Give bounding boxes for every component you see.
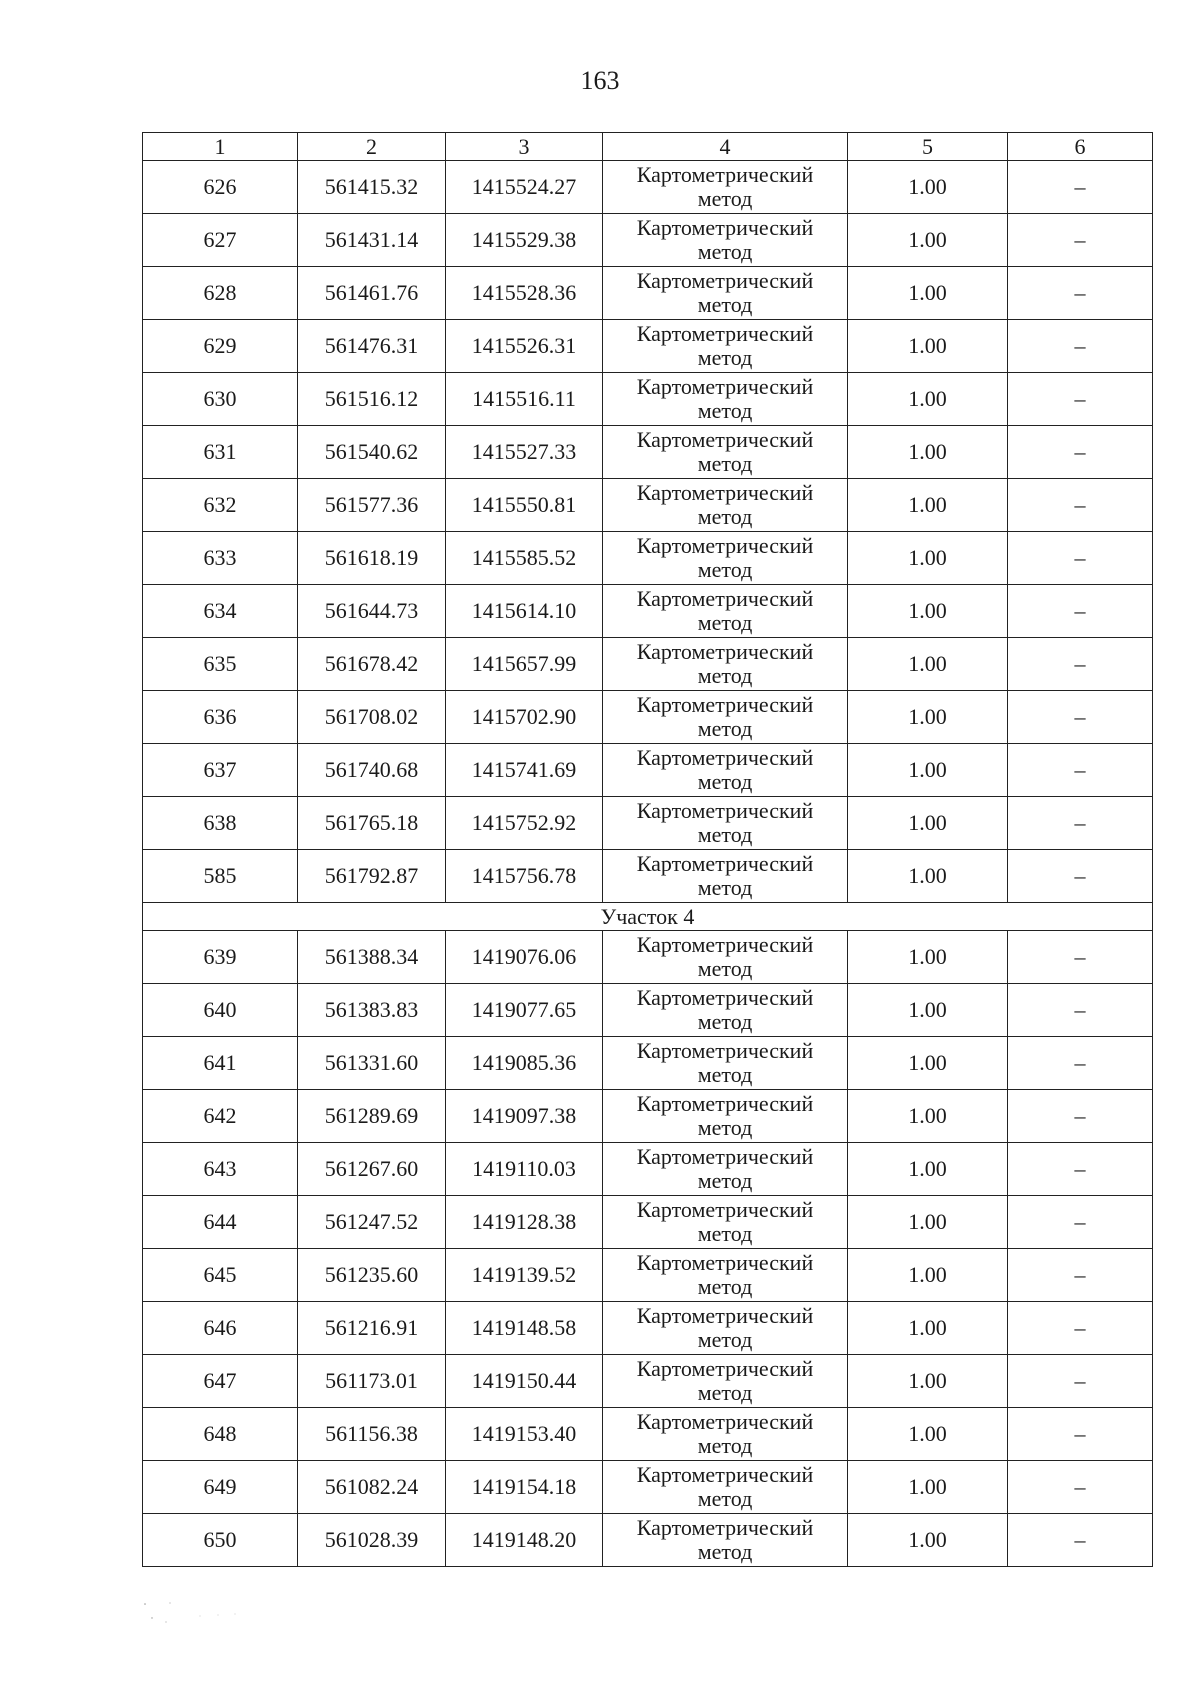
point-number: 643	[143, 1143, 298, 1196]
table-row	[143, 1196, 1153, 1249]
method-cell	[603, 744, 848, 797]
method-cell	[603, 532, 848, 585]
method-line-1: Картометрический	[636, 745, 814, 770]
table-row	[143, 1249, 1153, 1302]
method-cell	[603, 1355, 848, 1408]
note: –	[1008, 1249, 1153, 1302]
table-row	[143, 161, 1153, 214]
method-line-2: метод	[697, 716, 753, 741]
method-cell	[603, 850, 848, 903]
coord-x: 561540.62	[298, 426, 446, 479]
point-number: 631	[143, 426, 298, 479]
header-row	[143, 133, 1153, 161]
coord-y: 1419077.65	[446, 984, 603, 1037]
accuracy: 1.00	[848, 161, 1008, 214]
coord-y: 1419154.18	[446, 1461, 603, 1514]
table-row	[143, 1355, 1153, 1408]
point-number: 632	[143, 479, 298, 532]
note: –	[1008, 691, 1153, 744]
accuracy: 1.00	[848, 532, 1008, 585]
note: –	[1008, 161, 1153, 214]
coord-x: 561765.18	[298, 797, 446, 850]
note: –	[1008, 532, 1153, 585]
point-number: 636	[143, 691, 298, 744]
coord-y: 1415756.78	[446, 850, 603, 903]
section-title: Участок 4	[143, 903, 1153, 931]
coord-y: 1415526.31	[446, 320, 603, 373]
method-line-2: метод	[697, 875, 753, 900]
table-row	[143, 984, 1153, 1037]
point-number: 647	[143, 1355, 298, 1408]
accuracy: 1.00	[848, 320, 1008, 373]
method-line-1: Картометрический	[636, 1038, 814, 1063]
table-row	[143, 426, 1153, 479]
accuracy: 1.00	[848, 1037, 1008, 1090]
coord-y: 1419150.44	[446, 1355, 603, 1408]
point-number: 635	[143, 638, 298, 691]
method-cell	[603, 1514, 848, 1567]
accuracy: 1.00	[848, 1302, 1008, 1355]
coord-x: 561740.68	[298, 744, 446, 797]
method-line-2: метод	[697, 398, 753, 423]
method-cell	[603, 426, 848, 479]
coord-x: 561383.83	[298, 984, 446, 1037]
coord-y: 1419148.20	[446, 1514, 603, 1567]
point-number: 637	[143, 744, 298, 797]
coord-y: 1419076.06	[446, 931, 603, 984]
coord-y: 1415524.27	[446, 161, 603, 214]
coord-y: 1419097.38	[446, 1090, 603, 1143]
point-number: 629	[143, 320, 298, 373]
method-line-1: Картометрический	[636, 1091, 814, 1116]
method-line-1: Картометрический	[636, 1144, 814, 1169]
method-line-1: Картометрический	[636, 480, 814, 505]
table-row	[143, 1408, 1153, 1461]
method-cell	[603, 1037, 848, 1090]
note: –	[1008, 744, 1153, 797]
coord-y: 1415529.38	[446, 214, 603, 267]
method-line-1: Картометрический	[636, 427, 814, 452]
coord-y: 1415585.52	[446, 532, 603, 585]
point-number: 644	[143, 1196, 298, 1249]
note: –	[1008, 1461, 1153, 1514]
accuracy: 1.00	[848, 426, 1008, 479]
header-col-2: 2	[298, 133, 446, 161]
method-cell	[603, 1461, 848, 1514]
method-line-2: метод	[697, 186, 753, 211]
header-col-4: 4	[603, 133, 848, 161]
method-line-1: Картометрический	[636, 268, 814, 293]
method-line-2: метод	[697, 1539, 753, 1564]
coord-y: 1415527.33	[446, 426, 603, 479]
table-row	[143, 1090, 1153, 1143]
method-line-2: метод	[697, 1380, 753, 1405]
coord-x: 561028.39	[298, 1514, 446, 1567]
table-row	[143, 744, 1153, 797]
point-number: 628	[143, 267, 298, 320]
table-row	[143, 1514, 1153, 1567]
note: –	[1008, 931, 1153, 984]
method-line-2: метод	[697, 1221, 753, 1246]
point-number: 585	[143, 850, 298, 903]
scan-noise	[140, 1600, 280, 1630]
table-row	[143, 1302, 1153, 1355]
section-row	[143, 903, 1153, 931]
coord-y: 1415516.11	[446, 373, 603, 426]
coord-x: 561267.60	[298, 1143, 446, 1196]
coord-y: 1419153.40	[446, 1408, 603, 1461]
table-row	[143, 850, 1153, 903]
point-number: 640	[143, 984, 298, 1037]
method-cell	[603, 1249, 848, 1302]
accuracy: 1.00	[848, 585, 1008, 638]
header-col-6: 6	[1008, 133, 1153, 161]
coord-x: 561618.19	[298, 532, 446, 585]
method-cell	[603, 1143, 848, 1196]
coord-x: 561644.73	[298, 585, 446, 638]
note: –	[1008, 1037, 1153, 1090]
coord-y: 1415702.90	[446, 691, 603, 744]
method-line-1: Картометрический	[636, 985, 814, 1010]
table-row	[143, 532, 1153, 585]
coordinates-table	[142, 132, 1153, 1567]
method-line-2: метод	[697, 1486, 753, 1511]
method-line-2: метод	[697, 822, 753, 847]
method-line-2: метод	[697, 345, 753, 370]
coord-x: 561461.76	[298, 267, 446, 320]
accuracy: 1.00	[848, 691, 1008, 744]
table-row	[143, 214, 1153, 267]
accuracy: 1.00	[848, 1514, 1008, 1567]
method-line-2: метод	[697, 769, 753, 794]
note: –	[1008, 1196, 1153, 1249]
method-cell	[603, 585, 848, 638]
method-cell	[603, 1302, 848, 1355]
coord-x: 561792.87	[298, 850, 446, 903]
point-number: 650	[143, 1514, 298, 1567]
coord-y: 1415614.10	[446, 585, 603, 638]
accuracy: 1.00	[848, 797, 1008, 850]
note: –	[1008, 797, 1153, 850]
method-cell	[603, 320, 848, 373]
coord-x: 561216.91	[298, 1302, 446, 1355]
accuracy: 1.00	[848, 1355, 1008, 1408]
method-line-2: метод	[697, 557, 753, 582]
point-number: 642	[143, 1090, 298, 1143]
table-row	[143, 691, 1153, 744]
note: –	[1008, 1143, 1153, 1196]
note: –	[1008, 373, 1153, 426]
page-number: 163	[580, 66, 620, 95]
accuracy: 1.00	[848, 1249, 1008, 1302]
note: –	[1008, 214, 1153, 267]
coord-y: 1415752.92	[446, 797, 603, 850]
method-cell	[603, 479, 848, 532]
coord-y: 1415550.81	[446, 479, 603, 532]
method-line-2: метод	[697, 1062, 753, 1087]
method-line-1: Картометрический	[636, 1409, 814, 1434]
table-row	[143, 479, 1153, 532]
point-number: 639	[143, 931, 298, 984]
note: –	[1008, 1355, 1153, 1408]
coord-x: 561476.31	[298, 320, 446, 373]
method-line-1: Картометрический	[636, 1303, 814, 1328]
method-line-1: Картометрический	[636, 639, 814, 664]
table-row	[143, 320, 1153, 373]
point-number: 648	[143, 1408, 298, 1461]
point-number: 627	[143, 214, 298, 267]
method-line-2: метод	[697, 239, 753, 264]
method-line-1: Картометрический	[636, 1515, 814, 1540]
method-line-2: метод	[697, 1115, 753, 1140]
note: –	[1008, 850, 1153, 903]
coord-y: 1419128.38	[446, 1196, 603, 1249]
coord-x: 561708.02	[298, 691, 446, 744]
coord-x: 561678.42	[298, 638, 446, 691]
note: –	[1008, 1408, 1153, 1461]
method-cell	[603, 214, 848, 267]
note: –	[1008, 638, 1153, 691]
accuracy: 1.00	[848, 1090, 1008, 1143]
method-line-2: метод	[697, 1327, 753, 1352]
coord-x: 561577.36	[298, 479, 446, 532]
accuracy: 1.00	[848, 479, 1008, 532]
point-number: 630	[143, 373, 298, 426]
method-line-1: Картометрический	[636, 1197, 814, 1222]
note: –	[1008, 479, 1153, 532]
note: –	[1008, 984, 1153, 1037]
method-line-2: метод	[697, 292, 753, 317]
note: –	[1008, 1090, 1153, 1143]
method-line-2: метод	[697, 956, 753, 981]
point-number: 645	[143, 1249, 298, 1302]
note: –	[1008, 585, 1153, 638]
accuracy: 1.00	[848, 984, 1008, 1037]
method-line-1: Картометрический	[636, 321, 814, 346]
point-number: 633	[143, 532, 298, 585]
table-row	[143, 1143, 1153, 1196]
method-line-1: Картометрический	[636, 533, 814, 558]
method-line-1: Картометрический	[636, 932, 814, 957]
accuracy: 1.00	[848, 931, 1008, 984]
table-row	[143, 1037, 1153, 1090]
accuracy: 1.00	[848, 267, 1008, 320]
accuracy: 1.00	[848, 850, 1008, 903]
method-line-1: Картометрический	[636, 692, 814, 717]
table-row	[143, 638, 1153, 691]
table-row	[143, 373, 1153, 426]
table-row	[143, 585, 1153, 638]
note: –	[1008, 320, 1153, 373]
header-col-5: 5	[848, 133, 1008, 161]
coord-y: 1419085.36	[446, 1037, 603, 1090]
method-line-2: метод	[697, 610, 753, 635]
accuracy: 1.00	[848, 1408, 1008, 1461]
method-cell	[603, 691, 848, 744]
coord-x: 561247.52	[298, 1196, 446, 1249]
accuracy: 1.00	[848, 1143, 1008, 1196]
method-line-2: метод	[697, 451, 753, 476]
method-cell	[603, 797, 848, 850]
accuracy: 1.00	[848, 638, 1008, 691]
table-row	[143, 797, 1153, 850]
method-line-2: метод	[697, 504, 753, 529]
method-line-1: Картометрический	[636, 851, 814, 876]
table-body	[143, 161, 1153, 1567]
coord-x: 561235.60	[298, 1249, 446, 1302]
method-cell	[603, 373, 848, 426]
method-line-2: метод	[697, 1433, 753, 1458]
method-line-1: Картометрический	[636, 1462, 814, 1487]
method-line-1: Картометрический	[636, 1250, 814, 1275]
header-col-1: 1	[143, 133, 298, 161]
table-row	[143, 267, 1153, 320]
method-cell	[603, 984, 848, 1037]
point-number: 626	[143, 161, 298, 214]
method-cell	[603, 1090, 848, 1143]
coord-y: 1419139.52	[446, 1249, 603, 1302]
note: –	[1008, 267, 1153, 320]
method-line-2: метод	[697, 1274, 753, 1299]
coord-x: 561415.32	[298, 161, 446, 214]
accuracy: 1.00	[848, 214, 1008, 267]
table-row	[143, 931, 1153, 984]
coord-y: 1419110.03	[446, 1143, 603, 1196]
header-col-3: 3	[446, 133, 603, 161]
note: –	[1008, 1514, 1153, 1567]
point-number: 641	[143, 1037, 298, 1090]
method-line-2: метод	[697, 1009, 753, 1034]
coord-y: 1415657.99	[446, 638, 603, 691]
method-cell	[603, 931, 848, 984]
method-line-2: метод	[697, 1168, 753, 1193]
coord-x: 561289.69	[298, 1090, 446, 1143]
point-number: 638	[143, 797, 298, 850]
method-line-1: Картометрический	[636, 586, 814, 611]
accuracy: 1.00	[848, 1461, 1008, 1514]
coord-x: 561331.60	[298, 1037, 446, 1090]
method-line-1: Картометрический	[636, 798, 814, 823]
note: –	[1008, 1302, 1153, 1355]
coord-x: 561431.14	[298, 214, 446, 267]
method-line-1: Картометрический	[636, 374, 814, 399]
coord-y: 1419148.58	[446, 1302, 603, 1355]
method-cell	[603, 1408, 848, 1461]
coord-y: 1415528.36	[446, 267, 603, 320]
coord-x: 561516.12	[298, 373, 446, 426]
method-line-1: Картометрический	[636, 1356, 814, 1381]
table-row	[143, 1461, 1153, 1514]
method-cell	[603, 1196, 848, 1249]
coord-x: 561082.24	[298, 1461, 446, 1514]
method-line-1: Картометрический	[636, 162, 814, 187]
accuracy: 1.00	[848, 744, 1008, 797]
coord-x: 561156.38	[298, 1408, 446, 1461]
coord-y: 1415741.69	[446, 744, 603, 797]
coord-x: 561173.01	[298, 1355, 446, 1408]
accuracy: 1.00	[848, 373, 1008, 426]
coord-x: 561388.34	[298, 931, 446, 984]
accuracy: 1.00	[848, 1196, 1008, 1249]
method-cell	[603, 638, 848, 691]
method-line-1: Картометрический	[636, 215, 814, 240]
point-number: 634	[143, 585, 298, 638]
point-number: 646	[143, 1302, 298, 1355]
method-line-2: метод	[697, 663, 753, 688]
method-cell	[603, 161, 848, 214]
method-cell	[603, 267, 848, 320]
point-number: 649	[143, 1461, 298, 1514]
note: –	[1008, 426, 1153, 479]
